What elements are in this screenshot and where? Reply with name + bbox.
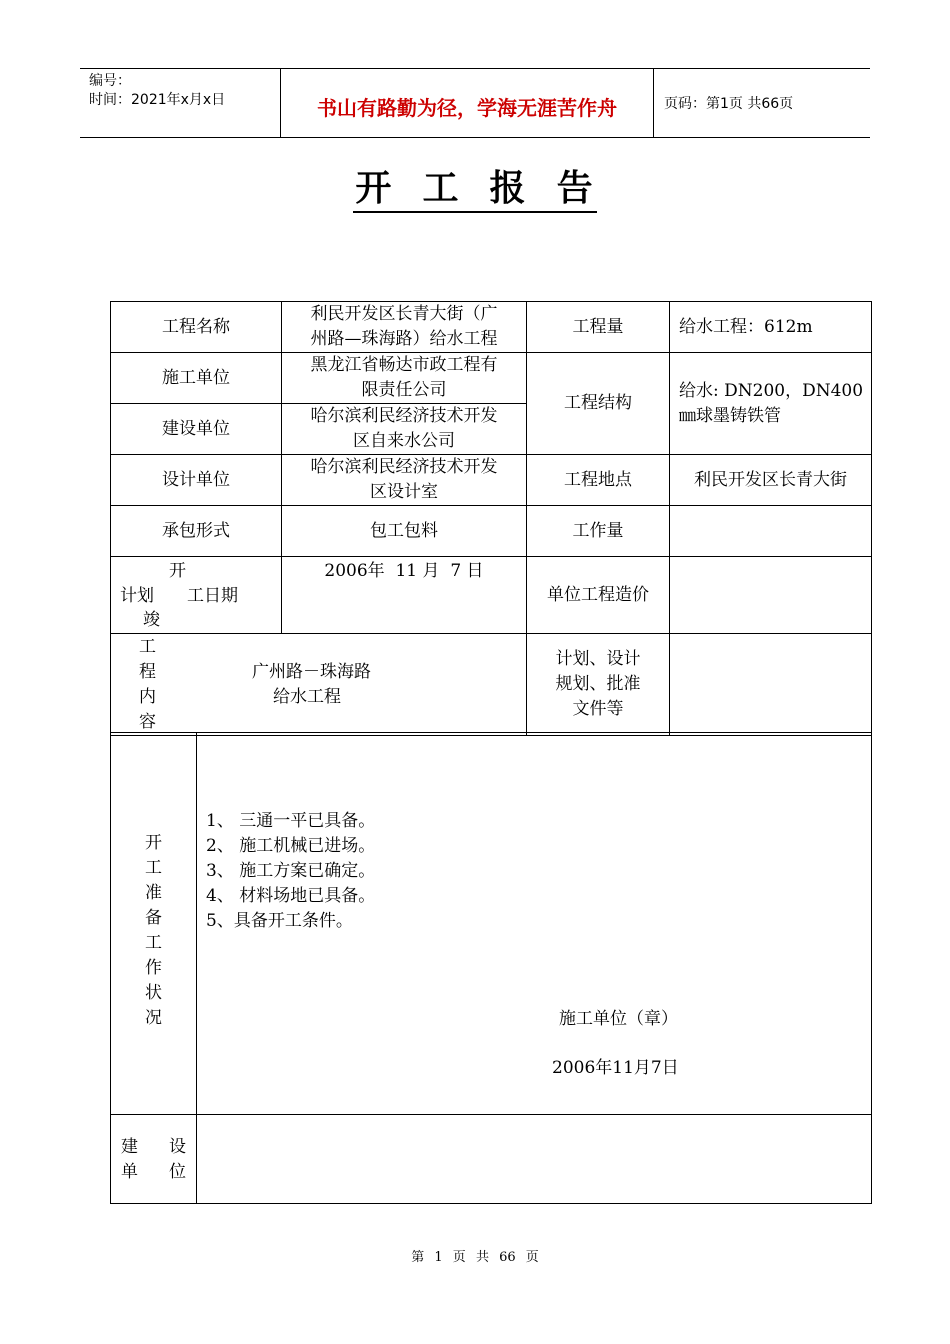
contract-label: 承包形式: [111, 506, 282, 557]
prep-list: [206, 809, 375, 934]
document-title: [0, 160, 950, 211]
owner-sign-value: [197, 1115, 872, 1204]
seal-label: 施工单位（章）: [559, 1009, 678, 1029]
content-cell: [111, 634, 527, 736]
prep-item: 1、 三通一平已具备。: [206, 811, 376, 831]
structure-label: 工程结构: [527, 353, 670, 455]
header-motto: 书山有路勤为径，学海无涯苦作舟: [281, 69, 654, 137]
plan-label: 计划: [120, 586, 154, 606]
preparation-table: [110, 732, 872, 1204]
owner-sign-label: 建 设 单 位: [111, 1115, 197, 1204]
number-label: 编号：: [89, 73, 131, 89]
seal-date: 2006年11月7日: [552, 1058, 679, 1078]
content-line1: 广州路－珠海路: [252, 662, 371, 682]
unit-cost-value: [670, 557, 872, 634]
content-label: 工 程 内 容: [139, 637, 156, 732]
location-label: 工程地点: [527, 455, 670, 506]
date-line: 时间：2021年x月x日: [89, 92, 226, 108]
contractor-value: 黑龙江省畅达市政工程有 限责任公司: [282, 353, 527, 404]
owner-value: 哈尔滨利民经济技术开发 区自来水公司: [282, 404, 527, 455]
header-page-code: 页码：第1页 共66页: [664, 96, 794, 112]
plan-date-caption: 工日期: [187, 586, 238, 606]
quantity-value: 给水工程：612m: [670, 302, 872, 353]
docs-value: [670, 634, 872, 736]
plan-start: 开: [169, 561, 186, 581]
project-name-value: 利民开发区长青大街（广 州路—珠海路）给水工程: [282, 302, 527, 353]
workload-value: [670, 506, 872, 557]
location-value: 利民开发区长青大街: [670, 455, 872, 506]
contract-value: 包工包料: [282, 506, 527, 557]
prep-content: [197, 733, 872, 1115]
plan-date-label: [111, 557, 282, 634]
docs-label: 计划、设计 规划、批准 文件等: [527, 634, 670, 736]
page-header: [80, 68, 870, 138]
prep-label: 开 工 准 备 工 作 状 况: [111, 733, 197, 1115]
design-value: 哈尔滨利民经济技术开发 区设计室: [282, 455, 527, 506]
owner-label: 建设单位: [111, 404, 282, 455]
prep-item: 4、 材料场地已具备。: [206, 886, 376, 906]
prep-item: 2、 施工机械已进场。: [206, 836, 376, 856]
quantity-label: 工程量: [527, 302, 670, 353]
project-name-label: 工程名称: [111, 302, 282, 353]
structure-value: 给水: DN200，DN400 ㎜球墨铸铁管: [670, 353, 872, 455]
content-line2: 给水工程: [273, 687, 341, 707]
title-text: 开 工 报 告: [353, 168, 596, 213]
page-footer: 第 1 页 共 66 页: [411, 1250, 539, 1265]
unit-cost-label: 单位工程造价: [527, 557, 670, 634]
workload-label: 工作量: [527, 506, 670, 557]
plan-end: 竣: [143, 610, 160, 630]
prep-item: 3、 施工方案已确定。: [206, 861, 376, 881]
design-label: 设计单位: [111, 455, 282, 506]
header-meta: [80, 69, 281, 137]
plan-date-value: 2006年 11 月 7 日: [282, 557, 527, 634]
project-info-table: [110, 301, 872, 736]
contractor-label: 施工单位: [111, 353, 282, 404]
prep-item: 5、具备开工条件。: [206, 911, 353, 931]
